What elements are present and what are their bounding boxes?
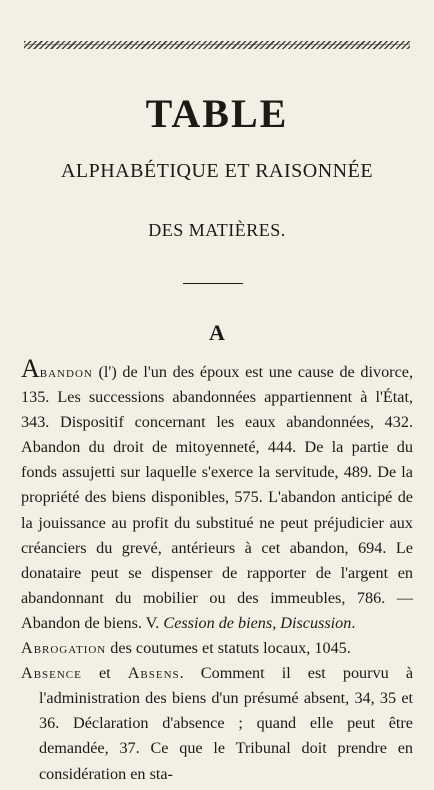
entry-joiner: et <box>81 664 128 683</box>
entry-headword: Abrogation <box>21 639 107 658</box>
index-body <box>21 354 414 787</box>
index-entry-absence <box>21 661 413 786</box>
entry-headword: Absence <box>21 664 82 683</box>
entry-text: . Comment il est pourvu à l'administration des biens d'un présumé absent, 34, 35 et 36. Déclaration d'absence ; quand elle peut être demandée, 37. Ce que le Tribunal doit prendre en considération en sta- <box>39 664 414 783</box>
decorative-header-border <box>24 41 410 49</box>
page-title: TABLE <box>145 91 289 136</box>
index-entry-abandon <box>21 354 413 636</box>
entry-end: . <box>351 613 356 632</box>
title-divider <box>183 283 243 284</box>
page-subtitle: ALPHABÉTIQUE ET RAISONNÉE <box>60 160 374 182</box>
drop-cap: A <box>21 354 40 383</box>
index-entry-abrogation <box>21 636 413 661</box>
entry-headword: bandon <box>39 363 93 381</box>
entry-text: des coutumes et statuts locaux, 1045. <box>106 639 351 658</box>
entry-headword-second: Absens <box>127 664 180 683</box>
section-letter: A <box>209 320 225 345</box>
entry-separator: , <box>272 613 281 632</box>
entry-text: (l') de l'un des époux est une cause de divorce, 135. Les successions abandonnées appartiennent à l'État, 343. Dispositif concernant les eaux abandonnées, 432. Abandon du droit de mitoyenneté, 444. De la partie du fonds assujetti sur laquelle s'exerce la servitude, 489. De la propriété des biens disponibles, 575. L'abandon anticipé de la jouissance au profit du substitué ne peut préjudicier aux créanciers du grevé, antérieurs à cet abandon, 694. Le donataire peut se dispenser de rapporter de l'argent en abandonnant du mobilier ou des immeubles, 786. — Abandon de biens. V. <box>21 363 413 632</box>
entry-see-also-second: Discussion <box>280 613 352 632</box>
page-subtitle-second-line: DES MATIÈRES. <box>148 220 286 240</box>
entry-see-also: Cession de biens <box>163 613 273 632</box>
